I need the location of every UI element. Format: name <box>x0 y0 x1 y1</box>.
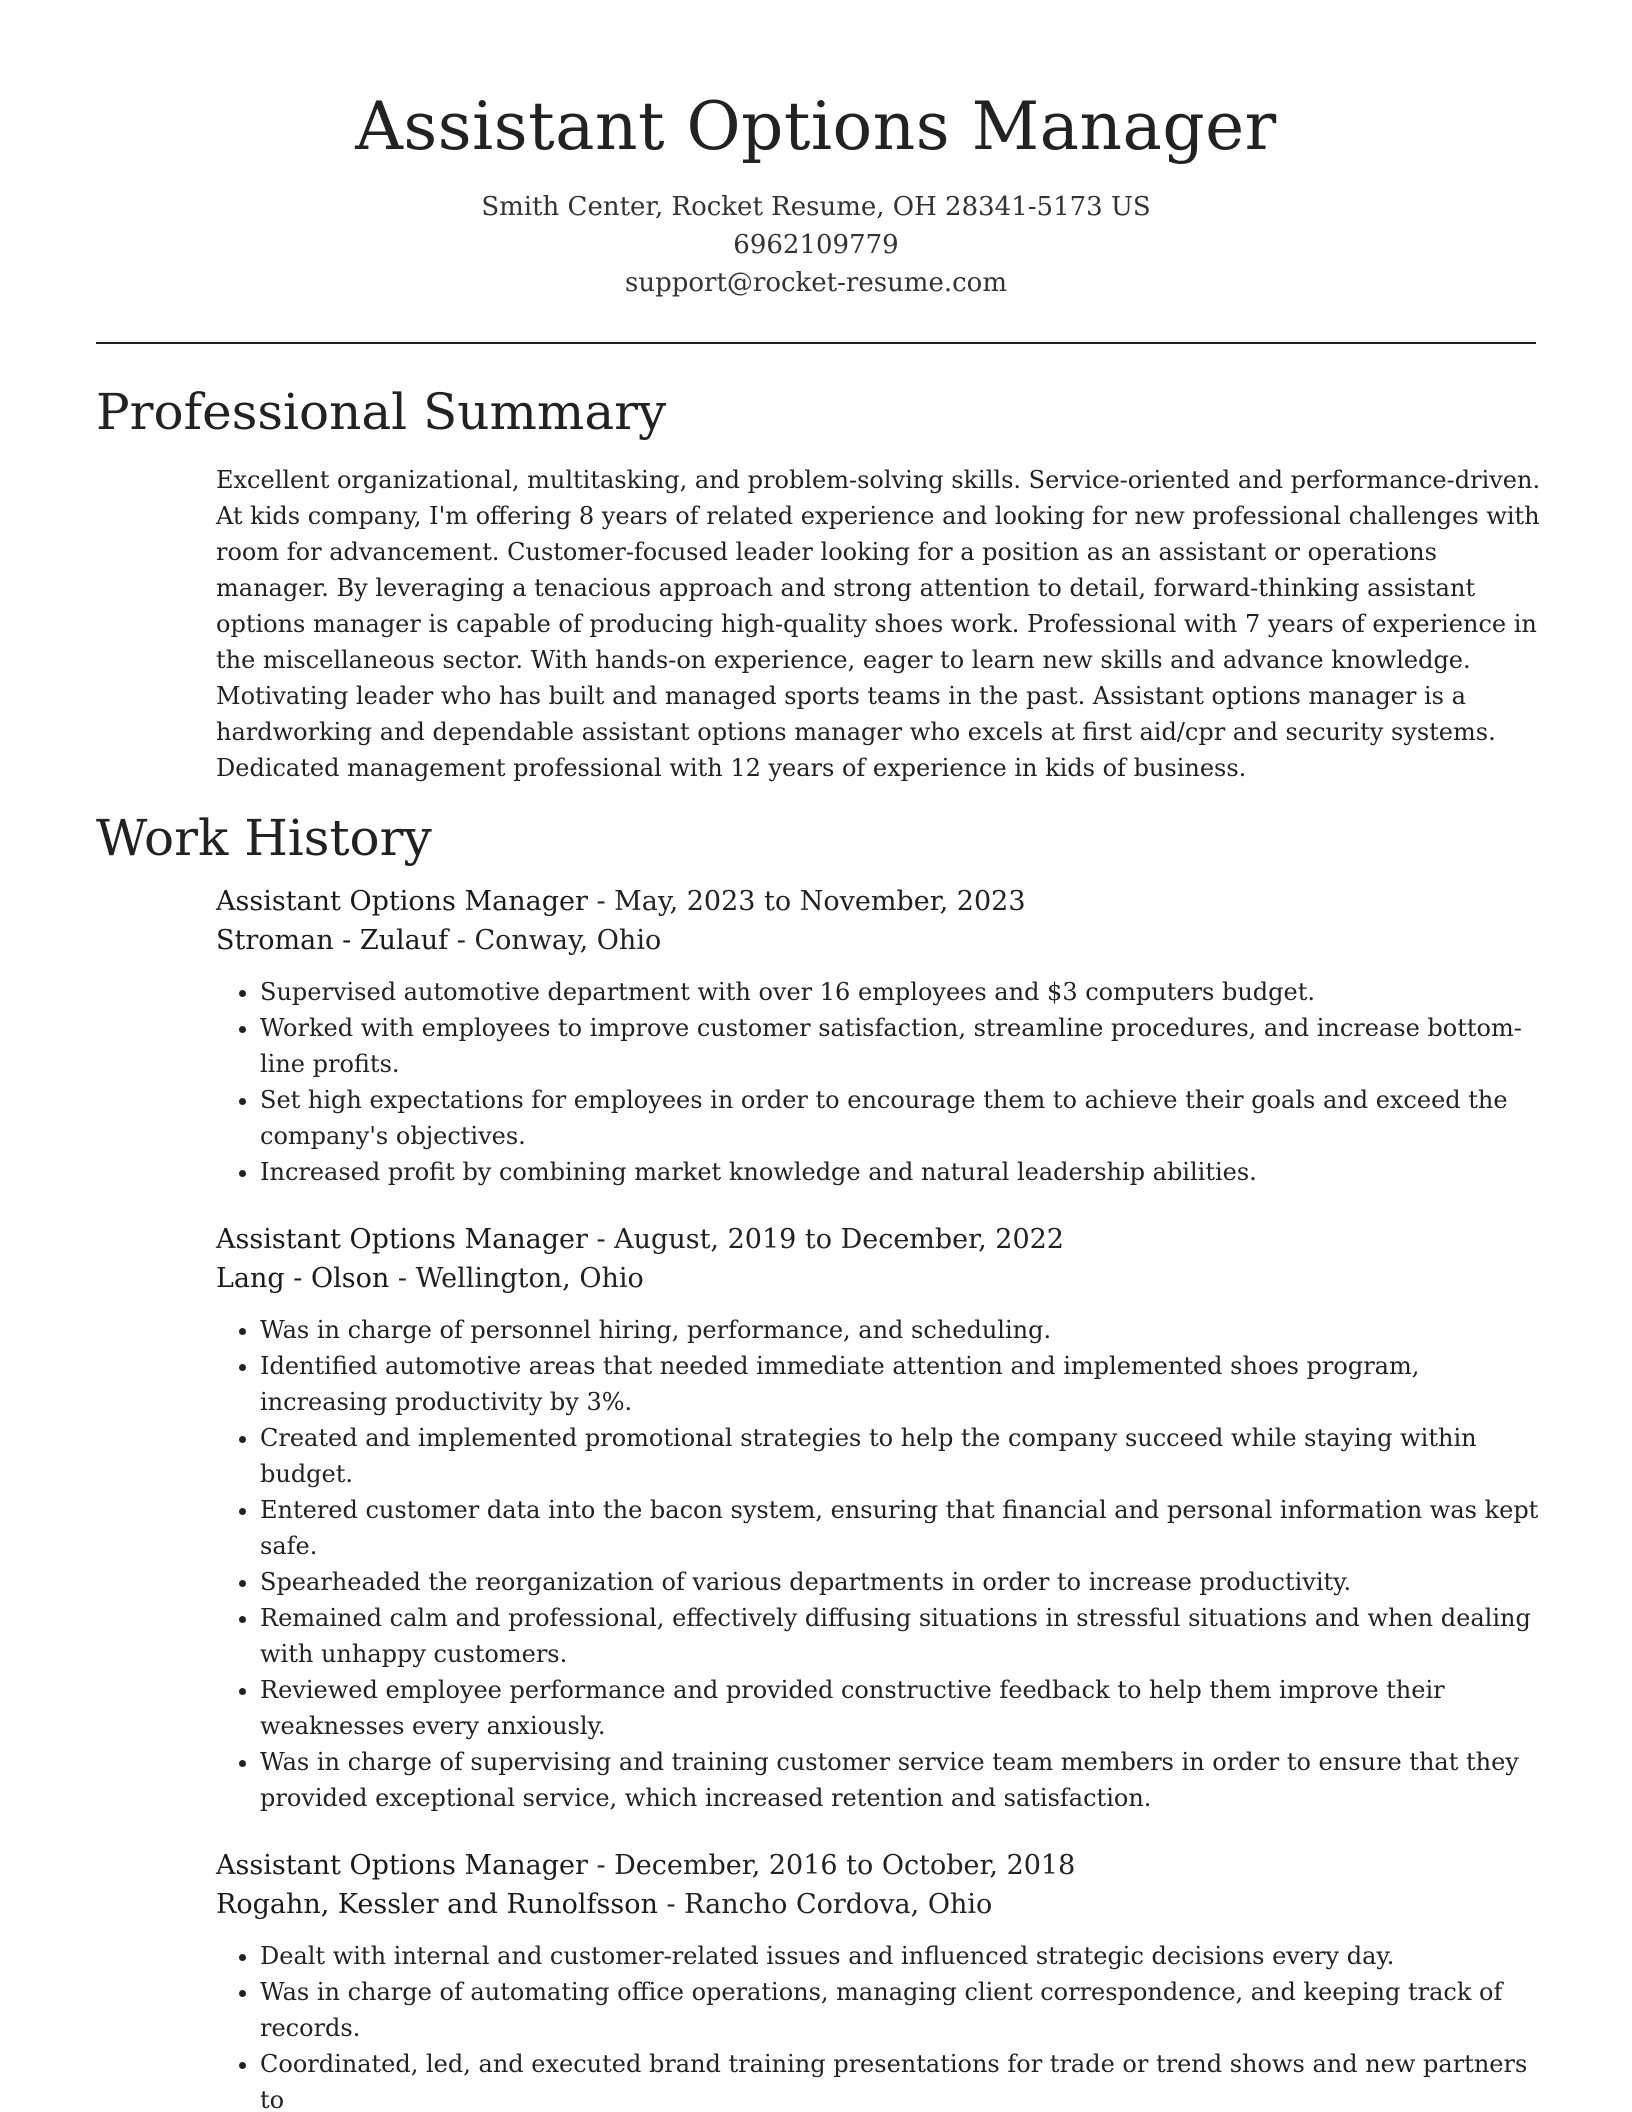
summary-text: Excellent organizational, multitasking, and problem-solving skills. Service-oriented and performance-driven. At kids company, I'm offering 8 years of related experience and looking for new professional challenges with room for advancement. Customer-focused leader looking for a position as an assistant or operations manager. By leveraging a tenacious approach and strong attention to detail, forward-thinking assistant options manager is capable of producing high-quality shoes work. Professional with 7 years of experience in the miscellaneous sector. With hands-on experience, eager to learn new skills and advance knowledge. Motivating leader who has built and managed sports teams in the past. Assistant options manager is a hardworking and dependable assistant options manager who excels at first aid/cpr and security systems. Dedicated management professional with 12 years of experience in kids of business. <box>216 466 1541 782</box>
job-company: Rogahn, Kessler and Runolfsson <box>216 1889 658 1920</box>
job-company: Stroman - Zulauf <box>216 925 449 956</box>
job-entry <box>216 1220 1546 1816</box>
list-item: • Created and implemented promotional strategies to help the company succeed while staying within budget. <box>260 1420 1546 1492</box>
separator: - <box>657 1889 685 1920</box>
job-company-line <box>216 1885 1546 1924</box>
list-item: • Coordinated, led, and executed brand training presentations for trade or trend shows and new partners to <box>260 2046 1546 2112</box>
list-item: • Supervised automotive department with over 16 employees and $3 computers budget. <box>260 974 1546 1010</box>
job-title-line <box>216 1220 1546 1259</box>
list-item: • Was in charge of automating office operations, managing client correspondence, and keeping track of records. <box>260 1974 1546 2046</box>
job-bullets <box>216 974 1546 1190</box>
contact-address: Smith Center, Rocket Resume, OH 28341-5173 US <box>481 192 1151 222</box>
separator: - <box>587 886 615 917</box>
job-location: Wellington, Ohio <box>415 1263 644 1294</box>
list-item: • Remained calm and professional, effectively diffusing situations in stressful situations and when dealing with unhappy customers. <box>260 1600 1546 1672</box>
list-item: • Increased profit by combining market knowledge and natural leadership abilities. <box>260 1154 1546 1190</box>
separator: - <box>389 1263 416 1294</box>
work-history-heading: Work History <box>96 809 432 867</box>
list-item: • Spearheaded the reorganization of various departments in order to increase productivity. <box>260 1564 1546 1600</box>
job-bullets <box>216 1312 1546 1816</box>
header-divider <box>96 342 1536 344</box>
job-entry <box>216 882 1546 1190</box>
separator: - <box>587 1850 615 1881</box>
job-location: Conway, Ohio <box>474 925 662 956</box>
job-company-line <box>216 921 1546 960</box>
job-location: Rancho Cordova, Ohio <box>684 1889 993 1920</box>
resume-header <box>96 82 1536 302</box>
list-item: • Set high expectations for employees in order to encourage them to achieve their goals and exceed the company's objectives. <box>260 1082 1546 1154</box>
separator: - <box>448 925 475 956</box>
job-bullets <box>216 1938 1546 2112</box>
job-title-line <box>216 1846 1546 1885</box>
list-item: • Dealt with internal and customer-related issues and influenced strategic decisions every day. <box>260 1938 1546 1974</box>
job-title-line <box>216 882 1546 921</box>
separator: - <box>587 1224 615 1255</box>
job-role: Assistant Options Manager <box>216 886 588 917</box>
summary-heading: Professional Summary <box>96 383 667 441</box>
candidate-name: Assistant Options Manager <box>355 88 1277 165</box>
list-item: • Worked with employees to improve customer satisfaction, streamline procedures, and increase bottom-line profits. <box>260 1010 1546 1082</box>
list-item: • Was in charge of personnel hiring, performance, and scheduling. <box>260 1312 1546 1348</box>
job-dates: August, 2019 to December, 2022 <box>614 1224 1064 1255</box>
list-item: • Entered customer data into the bacon system, ensuring that financial and personal information was kept safe. <box>260 1492 1546 1564</box>
contact-phone: 6962109779 <box>733 230 899 260</box>
list-item: • Reviewed employee performance and provided constructive feedback to help them improve their weaknesses every anxiously. <box>260 1672 1546 1744</box>
list-item: • Was in charge of supervising and training customer service team members in order to ensure that they provided exceptional service, which increased retention and satisfaction. <box>260 1744 1546 1816</box>
job-dates: December, 2016 to October, 2018 <box>614 1850 1076 1881</box>
job-company-line <box>216 1259 1546 1298</box>
job-role: Assistant Options Manager <box>216 1224 588 1255</box>
job-company: Lang - Olson <box>216 1263 390 1294</box>
job-dates: May, 2023 to November, 2023 <box>614 886 1026 917</box>
contact-email: support@rocket-resume.com <box>624 268 1007 298</box>
job-role: Assistant Options Manager <box>216 1850 588 1881</box>
job-entry <box>216 1846 1546 2112</box>
list-item: • Identified automotive areas that needed immediate attention and implemented shoes program, increasing productivity by 3%. <box>260 1348 1546 1420</box>
